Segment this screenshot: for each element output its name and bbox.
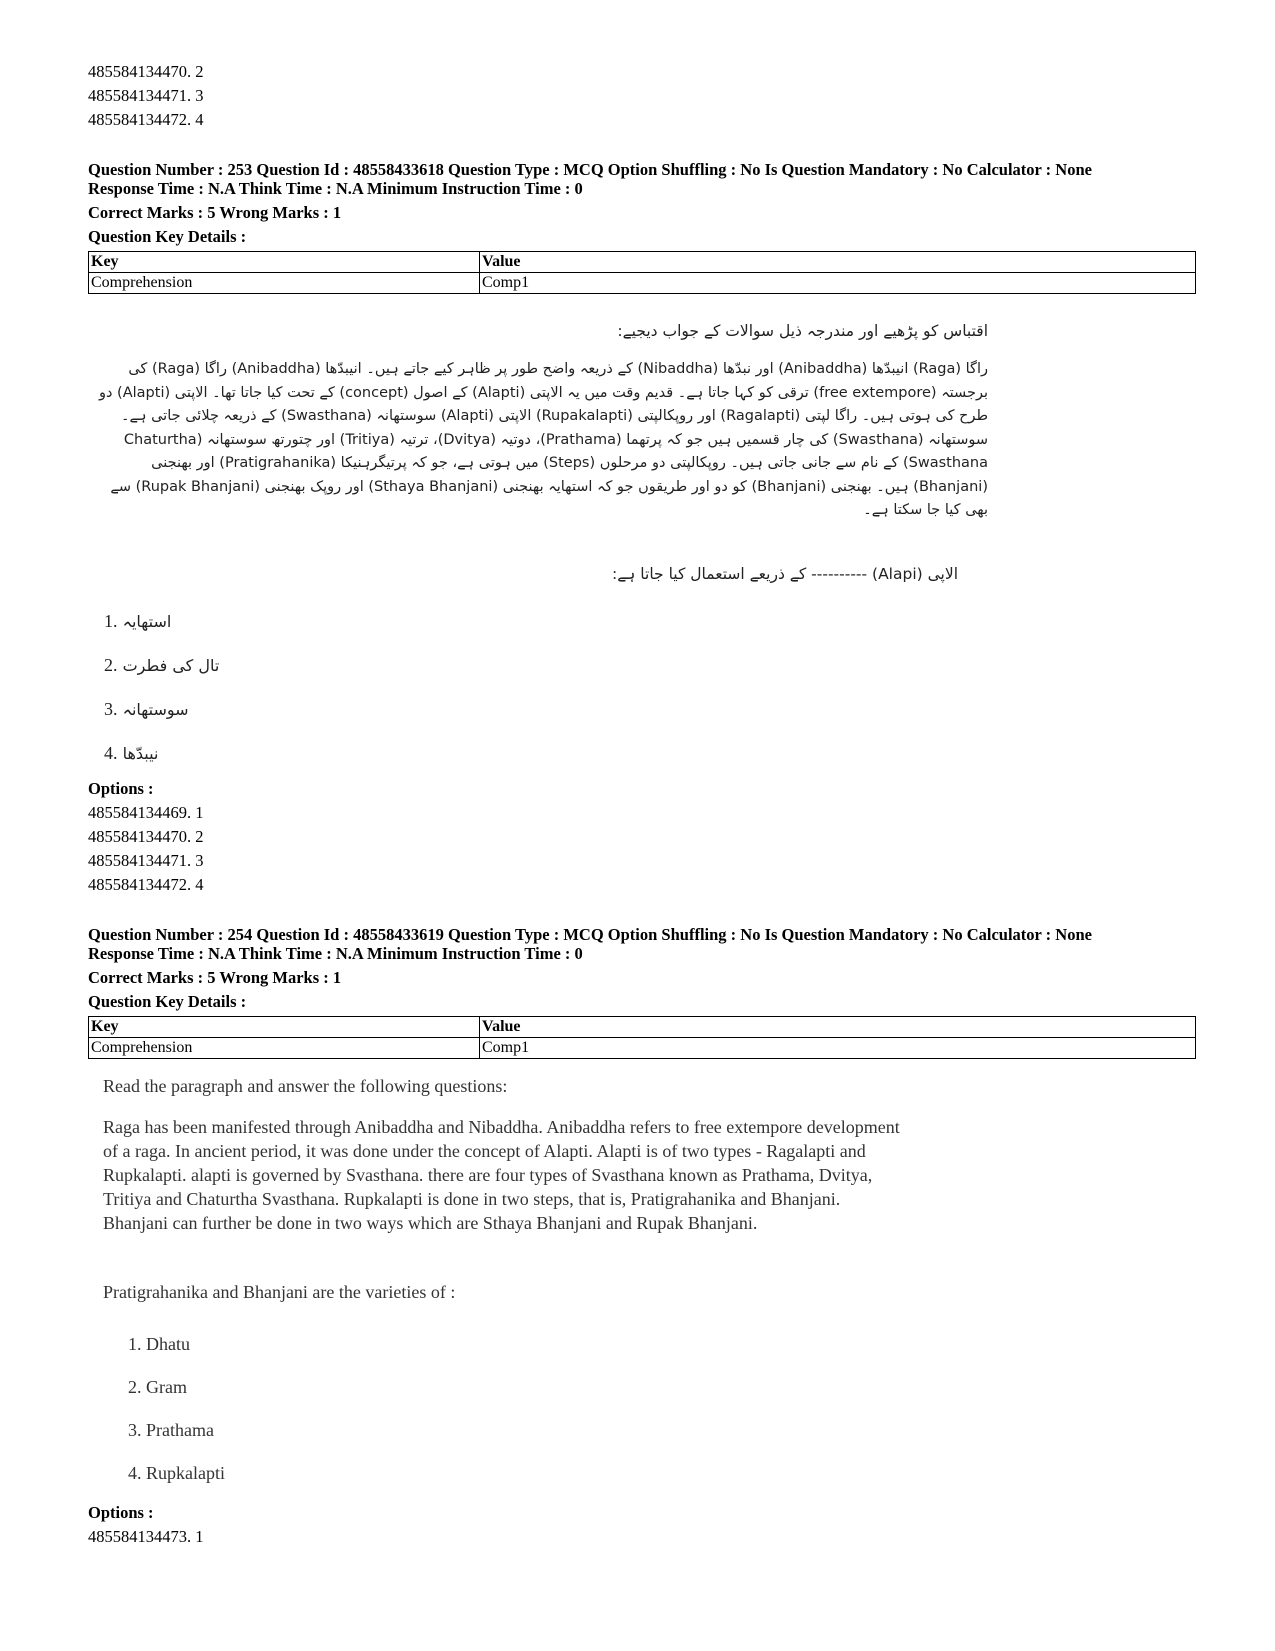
english-question-image (103, 1073, 1196, 1495)
question-instruction: Read the paragraph and answer the following questions: (103, 1075, 508, 1096)
option-number: 3. (104, 698, 118, 719)
option-number: 1. (104, 610, 118, 631)
options-label: Options : (88, 1502, 154, 1522)
image-option: 4. Rupkalapti (128, 1462, 225, 1483)
question-254 (88, 925, 1196, 1549)
table-cell-key: Comprehension (89, 1037, 480, 1058)
question-timing: Response Time : N.A Think Time : N.A Minimum Instruction Time : 0 (88, 179, 583, 198)
question-253 (88, 160, 1196, 897)
table-row (89, 273, 1196, 294)
question-marks: Correct Marks : 5 Wrong Marks : 1 (88, 967, 342, 987)
key-details-label: Question Key Details : (88, 991, 247, 1011)
option-id: 485584134473. 1 (88, 1526, 204, 1546)
urdu-option (104, 599, 1196, 643)
question-header: Question Number : 253 Question Id : 48558433618 Question Type : MCQ Option Shuffling : No Is Question Mandatory : No Calculator : None (88, 160, 1092, 179)
option-text: استھایہ (122, 611, 172, 631)
table-header-value: Value (480, 1016, 1196, 1037)
option-id: 485584134470. 2 (88, 826, 204, 846)
urdu-option (104, 731, 1196, 775)
question-text: Pratigrahanika and Bhanjani are the varieties of : (103, 1281, 456, 1302)
urdu-question-image (88, 320, 1196, 775)
question-marks: Correct Marks : 5 Wrong Marks : 1 (88, 203, 342, 222)
image-option: 1. Dhatu (128, 1333, 190, 1354)
key-details-table (88, 1016, 1196, 1059)
table-header-value: Value (480, 252, 1196, 273)
urdu-question: الاپی (Alapi) ---------- کے ذریعے استعمال کیا جاتا ہے: (611, 564, 958, 583)
paragraph-line: Rupkalapti. alapti is governed by Svasthana. there are four types of Svasthana known as Prathama, Dvitya, (103, 1164, 873, 1185)
option-text: نیبدّھا (122, 743, 159, 763)
urdu-instruction: اقتباس کو پڑھیے اور مندرجہ ذیل سوالات کے جواب دیجیے: (617, 322, 988, 340)
question-paragraph (103, 1115, 963, 1235)
question-timing: Response Time : N.A Think Time : N.A Minimum Instruction Time : 0 (88, 943, 583, 963)
option-id: 485584134469. 1 (88, 802, 204, 822)
table-cell-value: Comp1 (480, 273, 1196, 294)
option-number: 2. (104, 654, 118, 675)
question-header: Question Number : 254 Question Id : 48558433619 Question Type : MCQ Option Shuffling : No Is Question Mandatory : No Calculator : None (88, 924, 1092, 944)
key-details-label: Question Key Details : (88, 227, 247, 246)
urdu-paragraph: راگا (Raga) انیبدّھا (Anibaddha) اور نبدّھا (Nibaddha) کے ذریعہ واضح طور پر ظاہر کیے جاتے ہیں۔ انیبدّھا (Anibaddha) راگا (Raga) کی برجستہ (free extempore) ترقی کو کہا جاتا ہے۔ قدیم وقت میں یہ الاپتی (Alapti) کے اصول (concept) کے تحت کیا جاتا تھا۔ الاپتی (Alapti) دو طرح کی ہوتی ہیں۔ راگا لپتی (Ragalapti) اور روپکالپتی (Rupakalapti) الاپتی (Alapti) سوستھانہ (Swasthana) کے ذریعہ چلائی جاتی ہے۔ سوستھانہ (Swasthana) کی چار قسمیں ہیں جو کہ پرتھما (Prathama)، دوتیہ (Dvitya)، ترتیہ (Tritiya) اور چتورتھ سوستھانہ (Chaturtha Swasthana) کے نام سے جانی جاتی ہیں۔ روپکالپتی دو مرحلوں (Steps) میں ہوتی ہے، جو کہ پرتیگرہنیکا (Pratigrahanika) اور بھنجنی (Bhanjani) ہیں۔ بھنجنی (Bhanjani) کو دو اور طریقوں جو کہ استھایہ بھنجنی (Sthaya Bhanjani) اور روپک بھنجنی (Rupak Bhanjani) سے بھی کیا جا سکتا ہے۔ (98, 361, 988, 518)
table-cell-value: Comp1 (480, 1037, 1196, 1058)
option-id: 485584134472. 4 (88, 110, 204, 129)
option-id: 485584134470. 2 (88, 62, 204, 81)
table-header-row (89, 1016, 1196, 1037)
option-id: 485584134472. 4 (88, 874, 204, 894)
option-text: سوستھانہ (122, 699, 189, 719)
image-option-list (128, 1323, 1196, 1495)
paragraph-line: Tritiya and Chaturtha Svasthana. Rupkalapti is done in two steps, that is, Pratigrahanika and Bhanjani. (103, 1188, 841, 1209)
option-id: 485584134471. 3 (88, 86, 204, 105)
image-option: 3. Prathama (128, 1419, 214, 1440)
options-label: Options : (88, 778, 154, 798)
paragraph-line: Raga has been manifested through Anibaddha and Nibaddha. Anibaddha refers to free extempore development (103, 1116, 900, 1137)
option-id: 485584134471. 3 (88, 850, 204, 870)
urdu-option (104, 643, 1196, 687)
paragraph-line: of a raga. In ancient period, it was done under the concept of Alapti. Alapti is of two types - Ragalapti and (103, 1140, 866, 1161)
key-details-table (88, 251, 1196, 294)
document-page (88, 60, 1196, 1549)
table-header-row (89, 252, 1196, 273)
urdu-option-list (104, 599, 1196, 775)
table-header-key: Key (89, 1016, 480, 1037)
option-number: 4. (104, 742, 118, 763)
table-cell-key: Comprehension (89, 273, 480, 294)
paragraph-line: Bhanjani can further be done in two ways which are Sthaya Bhanjani and Rupak Bhanjani. (103, 1212, 758, 1233)
image-option: 2. Gram (128, 1376, 187, 1397)
table-row (89, 1037, 1196, 1058)
urdu-option (104, 687, 1196, 731)
option-text: تال کی فطرت (122, 655, 220, 675)
previous-options (88, 60, 1196, 132)
table-header-key: Key (89, 252, 480, 273)
